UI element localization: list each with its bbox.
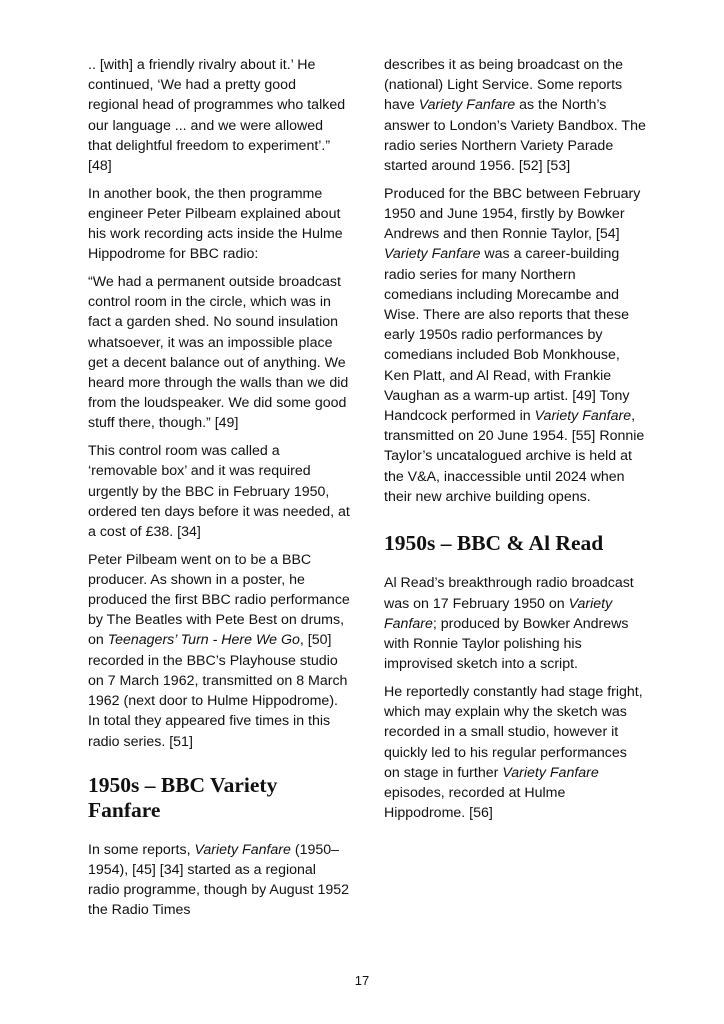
- section-heading-al-read: 1950s – BBC & Al Read: [384, 530, 604, 555]
- paragraph-pilbeam-intro: [88, 184, 350, 265]
- paragraph-text: (1950–1954), [45] [34] started as a regional radio programme, though by August 1952 the Radio Times: [88, 841, 354, 919]
- section-heading-variety-fanfare: 1950s – BBC Variety Fanfare: [88, 772, 278, 823]
- paragraph-production: [384, 184, 646, 507]
- programme-title: Variety Fanfare: [194, 841, 291, 858]
- paragraph-control-room: [88, 441, 354, 542]
- programme-title: Teenagers’ Turn - Here We Go: [107, 632, 300, 649]
- paragraph-text: Peter Pilbeam went on to be a BBC producer. As shown in a poster, he produced the first BBC radio performance by The Beatles with Pete Best on drums, on: [88, 551, 354, 649]
- paragraph-text: episodes, recorded at Hulme Hippodrome. [56]: [384, 764, 603, 822]
- paragraph-text: In another book, the then programme engineer Peter Pilbeam explained about his work recording acts inside the Hulme Hippodrome for BBC radio:: [88, 185, 347, 263]
- paragraph-text: .. [with] a friendly rivalry about it.’ He continued, ‘We had a pretty good regional head of programmes who talked our language ... and we were allowed that delightful freedom to experiment’.” [48]: [88, 57, 350, 175]
- paragraph-al-read-breakthrough: [384, 573, 646, 674]
- programme-title: Variety Fanfare: [534, 407, 632, 424]
- paragraph-text: Al Read’s breakthrough radio broadcast was on 17 February 1950 on: [384, 575, 638, 612]
- paragraph-text: , transmitted on 20 June 1954. [55] Ronnie Taylor’s uncatalogued archive is held at the V&A, inaccessible until 2024 when their new archive building opens.: [384, 407, 648, 505]
- page-number: 17: [354, 973, 370, 988]
- paragraph-text: was a career-building radio series for many Northern comedians including Morecambe and Wise. There are also reports that these early 1950s radio performances by comedians included Bob Monkhouse, Ken Platt, and Al Read, with Frankie Vaughan as a warm-up artist. [49] Tony Handcock performed in: [384, 246, 634, 424]
- paragraph-pilbeam-quote: [88, 272, 353, 434]
- left-column: [88, 55, 354, 928]
- paragraph-text: Produced for the BBC between February 1950 and June 1954, firstly by Bowker Andrews and then Ronnie Taylor, [54]: [384, 185, 645, 243]
- paragraph-text: This control room was called a ‘removable box’ and it was required urgently by the BBC in February 1950, ordered ten days before it was needed, at a cost of £38. [34]: [88, 443, 354, 540]
- paragraph-text: describes it as being broadcast on the (national) Light Service. Some reports have: [384, 57, 627, 114]
- right-column: [384, 55, 650, 831]
- paragraph-beatles: [88, 550, 354, 752]
- programme-title: Variety Fanfare: [418, 97, 516, 114]
- paragraph-text: as the North’s answer to London’s Variety Bandbox. The radio series Northern Variety Parade started around 1956. [52] [53]: [384, 97, 650, 175]
- paragraph-variety-fanfare-intro: [88, 840, 354, 921]
- programme-title: Variety Fanfare: [384, 595, 617, 632]
- paragraph-stage-fright: [384, 682, 646, 823]
- paragraph-rivalry-quote: [88, 55, 350, 176]
- paragraph-light-service: [384, 55, 650, 176]
- programme-title: Variety Fanfare: [384, 246, 481, 263]
- paragraph-text: ; produced by Bowker Andrews with Ronnie Taylor polishing his improvised sketch into a script.: [384, 615, 633, 673]
- paragraph-text: , [50] recorded in the BBC’s Playhouse studio on 7 March 1962, transmitted on 8 March 1962 (next door to Hulme Hippodrome). In total they appeared five times in this radio series. [51]: [88, 632, 352, 750]
- paragraph-text: In some reports,: [88, 841, 195, 858]
- paragraph-text: He reportedly constantly had stage fright, which may explain why the sketch was recorded in a small studio, however it quickly led to his regular performances on stage in further: [384, 683, 647, 781]
- programme-title: Variety Fanfare: [502, 764, 599, 781]
- paragraph-text: “We had a permanent outside broadcast control room in the circle, which was in fact a garden shed. No sound insulation whatsoever, it was an impossible place get a decent balance out of anything. We heard more through the walls than we did from the loudspeaker. We did some good stuff there, though.” [49]: [88, 274, 353, 432]
